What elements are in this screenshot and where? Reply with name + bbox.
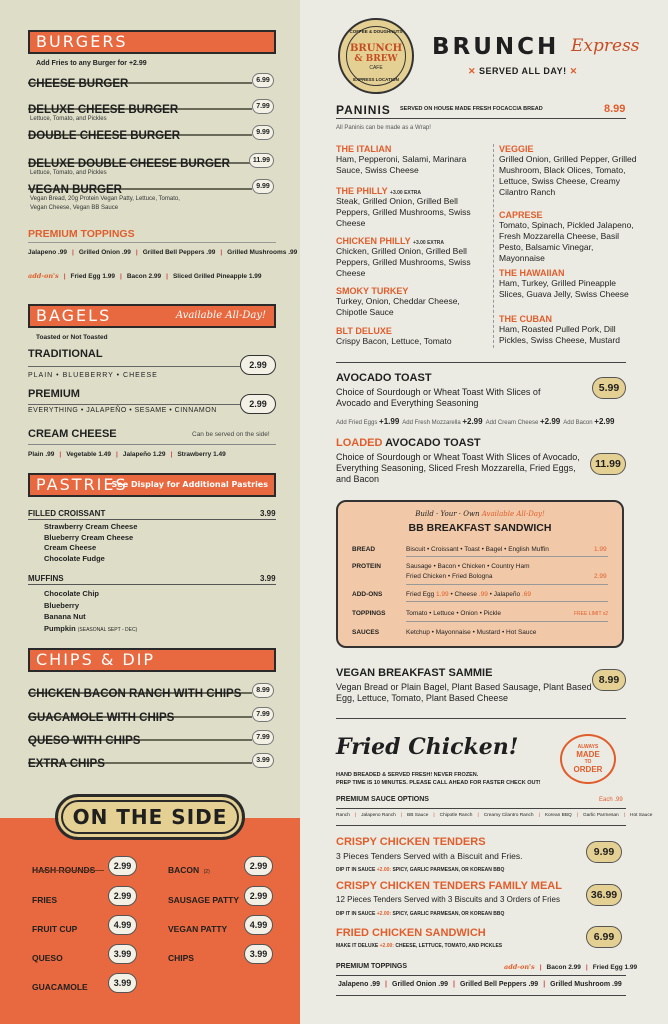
paninis-desc: SERVED ON HOUSE MADE FRESH FOCACCIA BREAD: [400, 106, 543, 112]
item-name: DELUXE CHEESE BURGER: [28, 104, 179, 116]
sauce-price: Each .99: [599, 797, 623, 803]
avocado-title: AVOCADO TOAST: [336, 372, 432, 384]
fried-item-name: CRISPY CHICKEN TENDERS FAMILY MEAL: [336, 880, 562, 892]
croissant-list: Strawberry Cream Cheese Blueberry Cream Cheese Cream Cheese Chocolate Fudge: [44, 522, 138, 563]
avocado-price: 5.99: [592, 377, 626, 399]
item-desc: Lettuce, Tomato, and Pickles: [30, 170, 107, 176]
item-desc: Vegan Cheese, Vegan BB Sauce: [30, 205, 119, 211]
side-item[interactable]: CHIPS 3.99: [168, 948, 273, 966]
left-column: [0, 0, 300, 1024]
bagel-premium: PREMIUM: [28, 388, 80, 400]
loaded-avocado-price: 11.99: [590, 453, 626, 475]
paninis-title: PANINIS: [336, 103, 391, 117]
side-item[interactable]: HASH ROUNDS 2.99: [32, 860, 137, 878]
fried-item-dip: DIP IT IN SAUCE +2.00: SPICY, GARLIC PARMESAN, OR KOREAN BBQ: [336, 911, 505, 917]
bagel-traditional: TRADITIONAL: [28, 348, 103, 360]
fried-toppings-addons: add-on's | Bacon 2.99 | Fried Egg 1.99: [504, 963, 638, 971]
side-item[interactable]: VEGAN PATTY 4.99: [168, 919, 273, 937]
fried-chicken-title: Fried Chicken!: [336, 734, 519, 760]
fried-note: PREP TIME IS 10 MINUTES. PLEASE CALL AHEAD FOR FASTER CHECK OUT!: [336, 780, 541, 786]
item-desc: Lettuce, Tomato, and Pickles: [30, 116, 107, 122]
chips-banner: CHIPS & DIP: [28, 648, 276, 672]
menu-item[interactable]: [28, 126, 276, 142]
muffins-title: MUFFINS: [28, 574, 64, 583]
avocado-desc: Choice of Sourdough or Wheat Toast With Slices of Avocado and Everything Seasoning: [336, 387, 541, 408]
fried-item-dip: DIP IT IN SAUCE +2.00: SPICY, GARLIC PARMESAN, OR KOREAN BBQ: [336, 867, 505, 873]
price-tag: 11.99: [249, 153, 274, 168]
on-the-side-title: ON THE SIDE: [55, 794, 245, 840]
bagel-prem-flavors: EVERYTHING • JALAPEÑO • SESAME • CINNAMON: [28, 407, 217, 414]
cream-cheese-note: Can be served on the side!: [192, 431, 270, 438]
paninis-wrap-note: All Paninis can be made as a Wrap!: [336, 125, 431, 131]
price-tag: 9.99: [252, 125, 274, 140]
brand-logo: COFFEE & DOUGHNUTS BRUNCH & BREW CAFE EXPRESS LOCATION: [338, 18, 414, 94]
bb-sandwich-box: Build · Your · Own Available All-Day! BB BREAKFAST SANDWICH BREAD Biscuit • Croissant • Toast • Bagel • English Muffin 1.99 PROTEIN Sausage • Bacon • Chicken • Country Ham Fried Chicken • Fried Bologna 2.99 ADD-ONS Fried Egg 1.99 • Cheese .99 • Jalapeño .69 TOPPINGS Tomato • Lettuce • Onion • Pickle FREE LIMIT x2 SAUCES Ketchup • Mayonnaise • Mustard • Hot Sauce: [336, 500, 624, 648]
menu-item[interactable]: GUACAMOLE WITH CHIPS 7.99: [28, 708, 276, 724]
fried-item-name: CRISPY CHICKEN TENDERS: [336, 836, 486, 848]
menu-item[interactable]: [28, 100, 276, 116]
cream-cheese-list: Plain .99 | Vegetable 1.49 | Jalapeño 1.29 | Strawberry 1.49: [28, 451, 226, 458]
loaded-avocado-title: LOADED AVOCADO TOAST: [336, 437, 481, 449]
sauce-list: Ranch | Jalapeno Ranch | BB Sauce | Chipotle Ranch | Creamy Cilantro Ranch | Korean BBQ | Garlic Parmesan | Hot Sauce: [336, 813, 653, 818]
menu-item[interactable]: [28, 74, 276, 90]
panini-list-right: VEGGIE Grilled Onion, Grilled Pepper, Grilled Mushroom, Black Olices, Tomato, Lettuce, Swiss Cheese, Creamy Cilantro Ranch CAPRESE Tomato, Spinach, Pickled Jalapeno, Fresh Mozzarella Cheese, Basil Pesto, Balsamic Vinegar, Mayonnaise THE HAWAIIAN Ham, Turkey, Grilled Pineapple Slices, Guava Jelly, Swiss Cheese THE CUBAN Ham, Roasted Pulled Pork, Dill Pickles, Swiss Cheese, Mustard: [499, 144, 637, 345]
vegan-title: VEGAN BREAKFAST SAMMIE: [336, 667, 493, 679]
paninis-price: 8.99: [604, 103, 626, 115]
side-item[interactable]: GUACAMOLE 3.99: [32, 977, 137, 995]
pastries-banner: PASTRIES See Display for Additional Pastries: [28, 473, 276, 497]
menu-item[interactable]: QUESO WITH CHIPS 7.99: [28, 731, 276, 747]
price-tag: 7.99: [252, 99, 274, 114]
menu-item[interactable]: [28, 154, 276, 170]
side-item[interactable]: QUESO 3.99: [32, 948, 137, 966]
side-item[interactable]: FRUIT CUP 4.99: [32, 919, 137, 937]
made-to-order-stamp: ALWAYS MADE TO ORDER: [560, 734, 616, 784]
fried-item-price: 9.99: [586, 841, 622, 863]
item-desc: Vegan Bread, 20g Protein Vegan Patty, Lettuce, Tomato,: [30, 196, 180, 202]
vegan-price: 8.99: [592, 669, 626, 691]
side-item[interactable]: SAUSAGE PATTY 2.99: [168, 890, 273, 908]
fried-toppings-list: Jalapeno .99 | Grilled Onion .99 | Grilled Bell Peppers .99 | Grilled Mushroom .99: [338, 981, 622, 988]
menu-item[interactable]: [28, 180, 276, 196]
croissant-price: 3.99: [260, 509, 276, 518]
fried-item-name: FRIED CHICKEN SANDWICH: [336, 927, 486, 939]
side-item[interactable]: FRIES 2.99: [32, 890, 137, 908]
loaded-avocado-desc: Choice of Sourdough or Wheat Toast With Slices of Avocado, Everything Seasoning, Sliced Fresh Mozzarella, Fried Eggs, and Bacon: [336, 452, 580, 484]
menu-item[interactable]: EXTRA CHIPS 3.99: [28, 754, 276, 770]
item-name: VEGAN BURGER: [28, 184, 122, 196]
side-item[interactable]: BACON (2) 2.99: [168, 860, 273, 878]
bagel-price: 2.99: [240, 355, 276, 375]
served-all-day: ✕ SERVED ALL DAY! ✕: [468, 66, 578, 76]
bagel-price: 2.99: [240, 394, 276, 414]
item-name: CHEESE BURGER: [28, 78, 129, 90]
item-name: DOUBLE CHEESE BURGER: [28, 130, 181, 142]
price-tag: 6.99: [252, 73, 274, 88]
premium-toppings-list: Jalapeno .99 | Grilled Onion .99 | Grilled Bell Peppers .99 | Grilled Mushrooms .99: [28, 249, 298, 256]
premium-toppings-title: PREMIUM TOPPINGS: [28, 228, 135, 240]
fried-item-dip: MAKE IT DELUXE +2.00: CHEESE, LETTUCE, TOMATO, AND PICKLES: [336, 943, 503, 949]
add-fries-note: Add Fries to any Burger for +2.99: [36, 60, 147, 67]
cream-cheese-title: CREAM CHEESE: [28, 428, 117, 440]
muffins-price: 3.99: [260, 574, 276, 583]
bagels-banner: BAGELS Available All-Day!: [28, 304, 276, 328]
bagels-note: Toasted or Not Toasted: [36, 334, 108, 341]
burgers-title: BURGERS: [36, 32, 128, 51]
fried-note: HAND BREADED & SERVED FRESH! NEVER FROZEN.: [336, 772, 479, 778]
fried-item-desc: 12 Pieces Tenders Served with 3 Biscuits and 3 Orders of Fries: [336, 895, 560, 904]
right-column: [300, 0, 668, 1024]
sauce-title: PREMIUM SAUCE OPTIONS: [336, 796, 429, 803]
brand-express: Express: [571, 36, 640, 56]
panini-list-left: THE ITALIAN Ham, Pepperoni, Salami, Marinara Sauce, Swiss Cheese THE PHILLY +3.00 EXTRA Steak, Grilled Onion, Grilled Bell Peppers, Grilled Mushrooms, Swiss Cheese CHICKEN PHILLY +3.00 EXTRA Chicken, Grilled Onion, Grilled Bell Peppers, Grilled Mushrooms, Swiss Cheese SMOKY TURKEY Turkey, Onion, Cheddar Cheese, Chipotle Sauce BLT DELUXE Crispy Bacon, Lettuce, Tomato: [336, 144, 471, 346]
brand-title: BRUNCH: [432, 34, 560, 60]
avocado-addons: Add Fried Eggs +1.99 Add Fresh Mozzarella +2.99 Add Cream Cheese +2.99 Add Bacon +2.99: [336, 417, 615, 426]
menu-item[interactable]: CHICKEN BACON RANCH WITH CHIPS 8.99: [28, 684, 276, 700]
bagel-trad-flavors: PLAIN • BLUEBERRY • CHEESE: [28, 372, 158, 379]
muffin-list: Chocolate Chip Blueberry Banana Nut Pumpkin (SEASONAL SEPT - DEC): [44, 589, 138, 633]
fried-item-price: 36.99: [586, 884, 622, 906]
fried-item-desc: 3 Pieces Tenders Served with a Biscuit and Fries.: [336, 851, 523, 861]
fried-item-price: 6.99: [586, 926, 622, 948]
croissant-title: FILLED CROISSANT: [28, 509, 106, 518]
vegan-desc: Vegan Bread or Plain Bagel, Plant Based Sausage, Plant Based Egg, Lettuce, Tomato, Plant Based Cheese: [336, 682, 592, 703]
premium-addons-list: add-on's | Fried Egg 1.99 | Bacon 2.99 | Sliced Grilled Pineapple 1.99: [28, 272, 262, 280]
fried-toppings-title: PREMIUM TOPPINGS: [336, 963, 408, 970]
burgers-banner: [28, 30, 276, 54]
price-tag: 9.99: [252, 179, 274, 194]
item-name: DELUXE DOUBLE CHEESE BURGER: [28, 158, 230, 170]
